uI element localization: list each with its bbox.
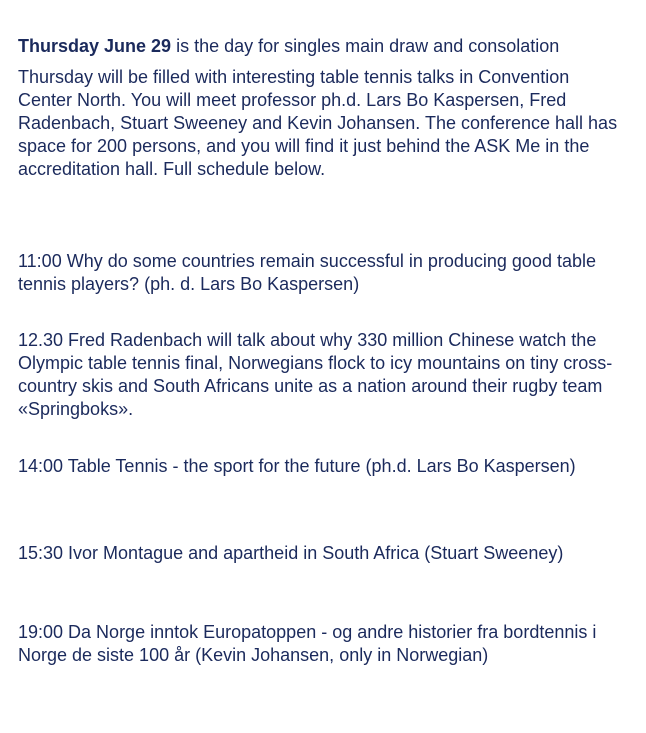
document-body: [18, 35, 628, 665]
schedule-item-1530: 15:30 Ivor Montague and apartheid in South Africa (Stuart Sweeney): [18, 543, 564, 563]
intro-paragraph: Thursday will be filled with interesting table tennis talks in Convention Center North. You will meet professor ph.d. Lars Bo Kaspersen, Fred Radenbach, Stuart Sweeney and Kevin Johansen. The conference hall has space for 200 persons, and you will find it just behind the ASK Me in the accreditation hall. Full schedule below.: [18, 67, 618, 179]
day-heading-date: Thursday June 29: [18, 36, 172, 56]
day-heading-text: is the day for singles main draw and consolation: [171, 36, 560, 56]
schedule-item-1400: 14:00 Table Tennis - the sport for the future (ph.d. Lars Bo Kaspersen): [18, 456, 576, 476]
day-heading: [18, 35, 628, 58]
schedule-item-1900: 19:00 Da Norge inntok Europatoppen - og andre historier fra bordtennis i Norge de siste 100 år (Kevin Johansen, only in Norwegian): [18, 622, 597, 665]
schedule-item-1100: 11:00 Why do some countries remain successful in producing good table tennis players? (ph. d. Lars Bo Kaspersen): [18, 251, 596, 294]
schedule-item-1230: 12.30 Fred Radenbach will talk about why 330 million Chinese watch the Olympic table tennis final, Norwegians flock to icy mountains on tiny cross-country skis and South Africans unite as a nation around their rugby team «Springboks».: [18, 330, 613, 419]
